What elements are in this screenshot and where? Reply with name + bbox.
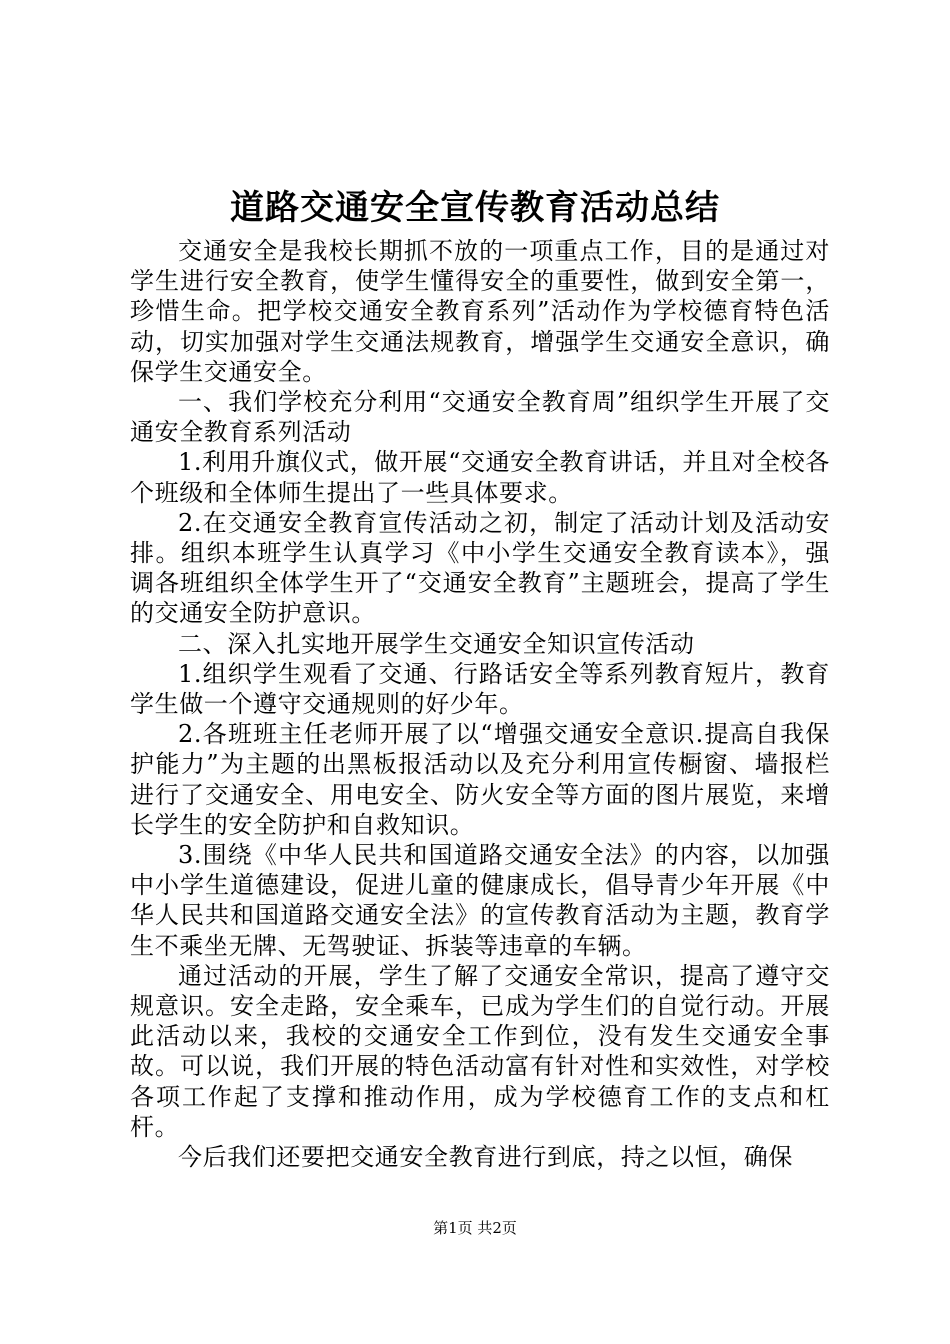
- paragraph-summary: 通过活动的开展，学生了解了交通安全常识，提高了遵守交规意识。安全走路，安全乘车，已成为学生们的自觉行动。开展此活动以来，我校的交通安全工作到位，没有发生交通安全事故。可以说，我们开展的特色活动富有针对性和实效性，对学校各项工作起了支撑和推动作用，成为学校德育工作的支点和杠杆。: [130, 961, 830, 1141]
- section-heading-1: 一、我们学校充分利用“交通安全教育周”组织学生开展了交通安全教育系列活动: [130, 388, 830, 447]
- paragraph-item-2-1: 1.组织学生观看了交通、行路话安全等系列教育短片，教育学生做一个遵守交通规则的好少年。: [130, 659, 830, 719]
- section-heading-2: 二、深入扎实地开展学生交通安全知识宣传活动: [178, 629, 695, 658]
- paragraph-item-1-2: 2.在交通安全教育宣传活动之初，制定了活动计划及活动安排。组织本班学生认真学习《中小学生交通安全教育读本》，强调各班组织全体学生开了“交通安全教育”主题班会，提高了学生的交通安全防护意识。: [130, 508, 830, 628]
- page-footer: 第1页 共2页: [433, 1219, 517, 1237]
- document-title: 道路交通安全宣传教育活动总结: [230, 188, 720, 228]
- paragraph-item-1-1: 1.利用升旗仪式，做开展“交通安全教育讲话，并且对全校各个班级和全体师生提出了一些具体要求。: [130, 448, 830, 507]
- document-body: [130, 236, 830, 1172]
- paragraph-outlook: 今后我们还要把交通安全教育进行到底，持之以恒，确保: [178, 1143, 793, 1172]
- paragraph-item-2-2: 2.各班班主任老师开展了以“增强交通安全意识.提高自我保护能力”为主题的出黑板报活动以及充分利用宣传橱窗、墙报栏进行了交通安全、用电安全、防火安全等方面的图片展览，来增长学生的安全防护和自救知识。: [130, 720, 830, 839]
- paragraph-intro: 交通安全是我校长期抓不放的一项重点工作，目的是通过对学生进行安全教育，使学生懂得安全的重要性，做到安全第一，珍惜生命。把学校交通安全教育系列”活动作为学校德育特色活动，切实加强对学生交通法规教育，增强学生交通安全意识，确保学生交通安全。: [130, 237, 830, 386]
- paragraph-item-2-3: 3.围绕《中华人民共和国道路交通安全法》的内容，以加强中小学生道德建设，促进儿童的健康成长，倡导青少年开展《中华人民共和国道路交通安全法》的宣传教育活动为主题，教育学生不乘坐无牌、无驾驶证、拆装等违章的车辆。: [130, 841, 830, 960]
